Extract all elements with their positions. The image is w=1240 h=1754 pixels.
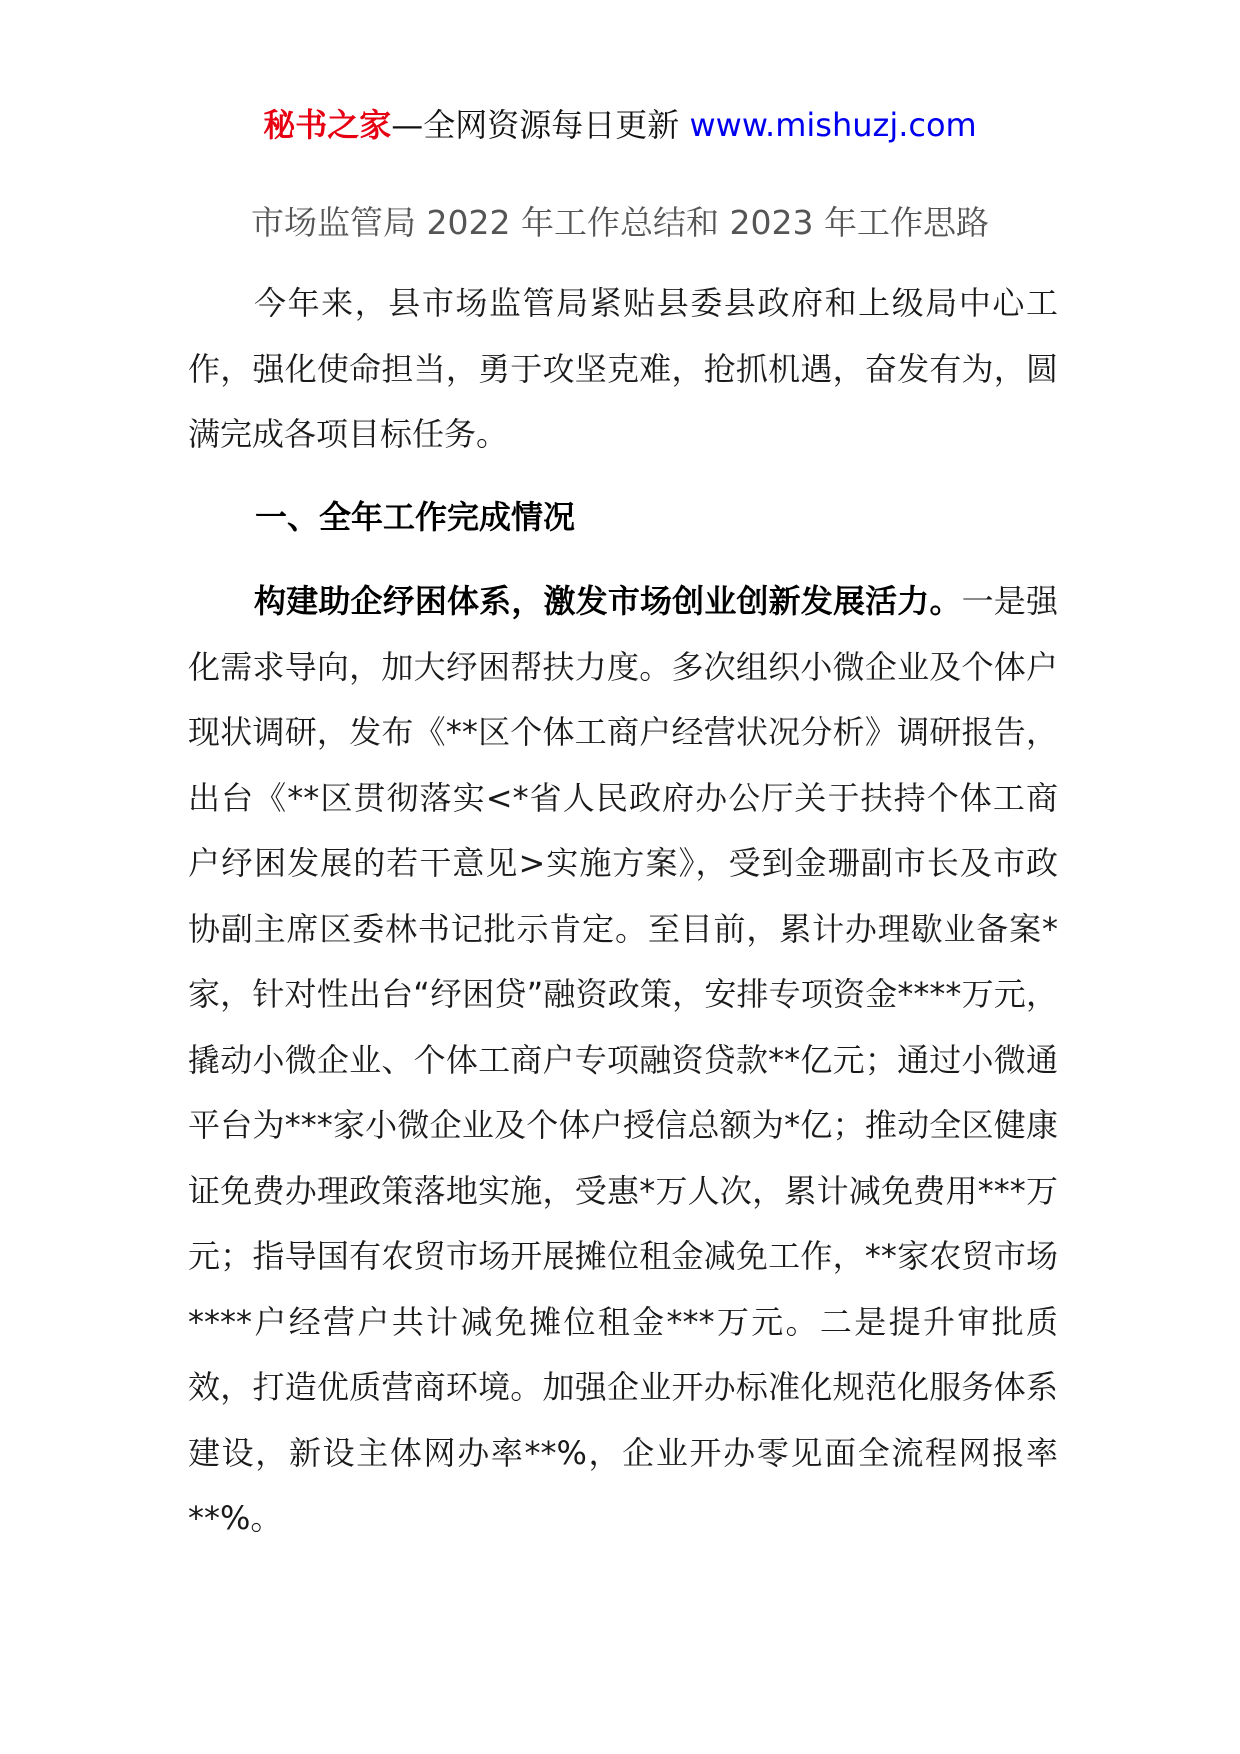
body-paragraph-block [188,569,1058,1552]
intro-paragraph: 今年来，县市场监管局紧贴县委县政府和上级局中心工作，强化使命担当，勇于攻坚克难，抢抓机遇，奋发有为，圆满完成各项目标任务。 [188,284,1058,453]
section-heading: 一、全年工作完成情况 [255,498,576,536]
site-url-link[interactable]: www.mishuzj.com [689,106,977,144]
intro-paragraph-block [188,271,1058,468]
paragraph-text: 一是强化需求导向，加大纾困帮扶力度。多次组织小微企业及个体户现状调研，发布《**区个体工商户经营状况分析》调研报告，出台《**区贯彻落实<*省人民政府办公厅关于扶持个体工商户纾困发展的若干意见>实施方案》，受到金珊副市长及市政协副主席区委林书记批示肯定。至目前，累计办理歇业备案*家，针对性出台“纾困贷”融资政策，安排专项资金****万元，撬动小微企业、个体工商户专项融资贷款**亿元；通过小微通平台为***家小微企业及个体户授信总额为*亿；推动全区健康证免费办理政策落地实施，受惠*万人次，累计减免费用***万元；指导国有农贸市场开展摊位租金减免工作，**家农贸市场****户经营户共计减免摊位租金***万元。二是提升审批质效，打造优质营商环境。加强企业开办标准化规范化服务体系建设，新设主体网办率**%，企业开办零见面全流程网报率**%。 [188,582,1058,1537]
brand-name: 秘书之家 [263,106,392,144]
paragraph-lead: 构建助企纾困体系，激发市场创业创新发展活力。 [254,582,962,620]
body-paragraph [188,569,1058,1552]
header-tagline: —全网资源每日更新 [391,106,690,144]
document-title: 市场监管局 2022 年工作总结和 2023 年工作思路 [251,203,989,242]
site-header [0,100,1240,150]
